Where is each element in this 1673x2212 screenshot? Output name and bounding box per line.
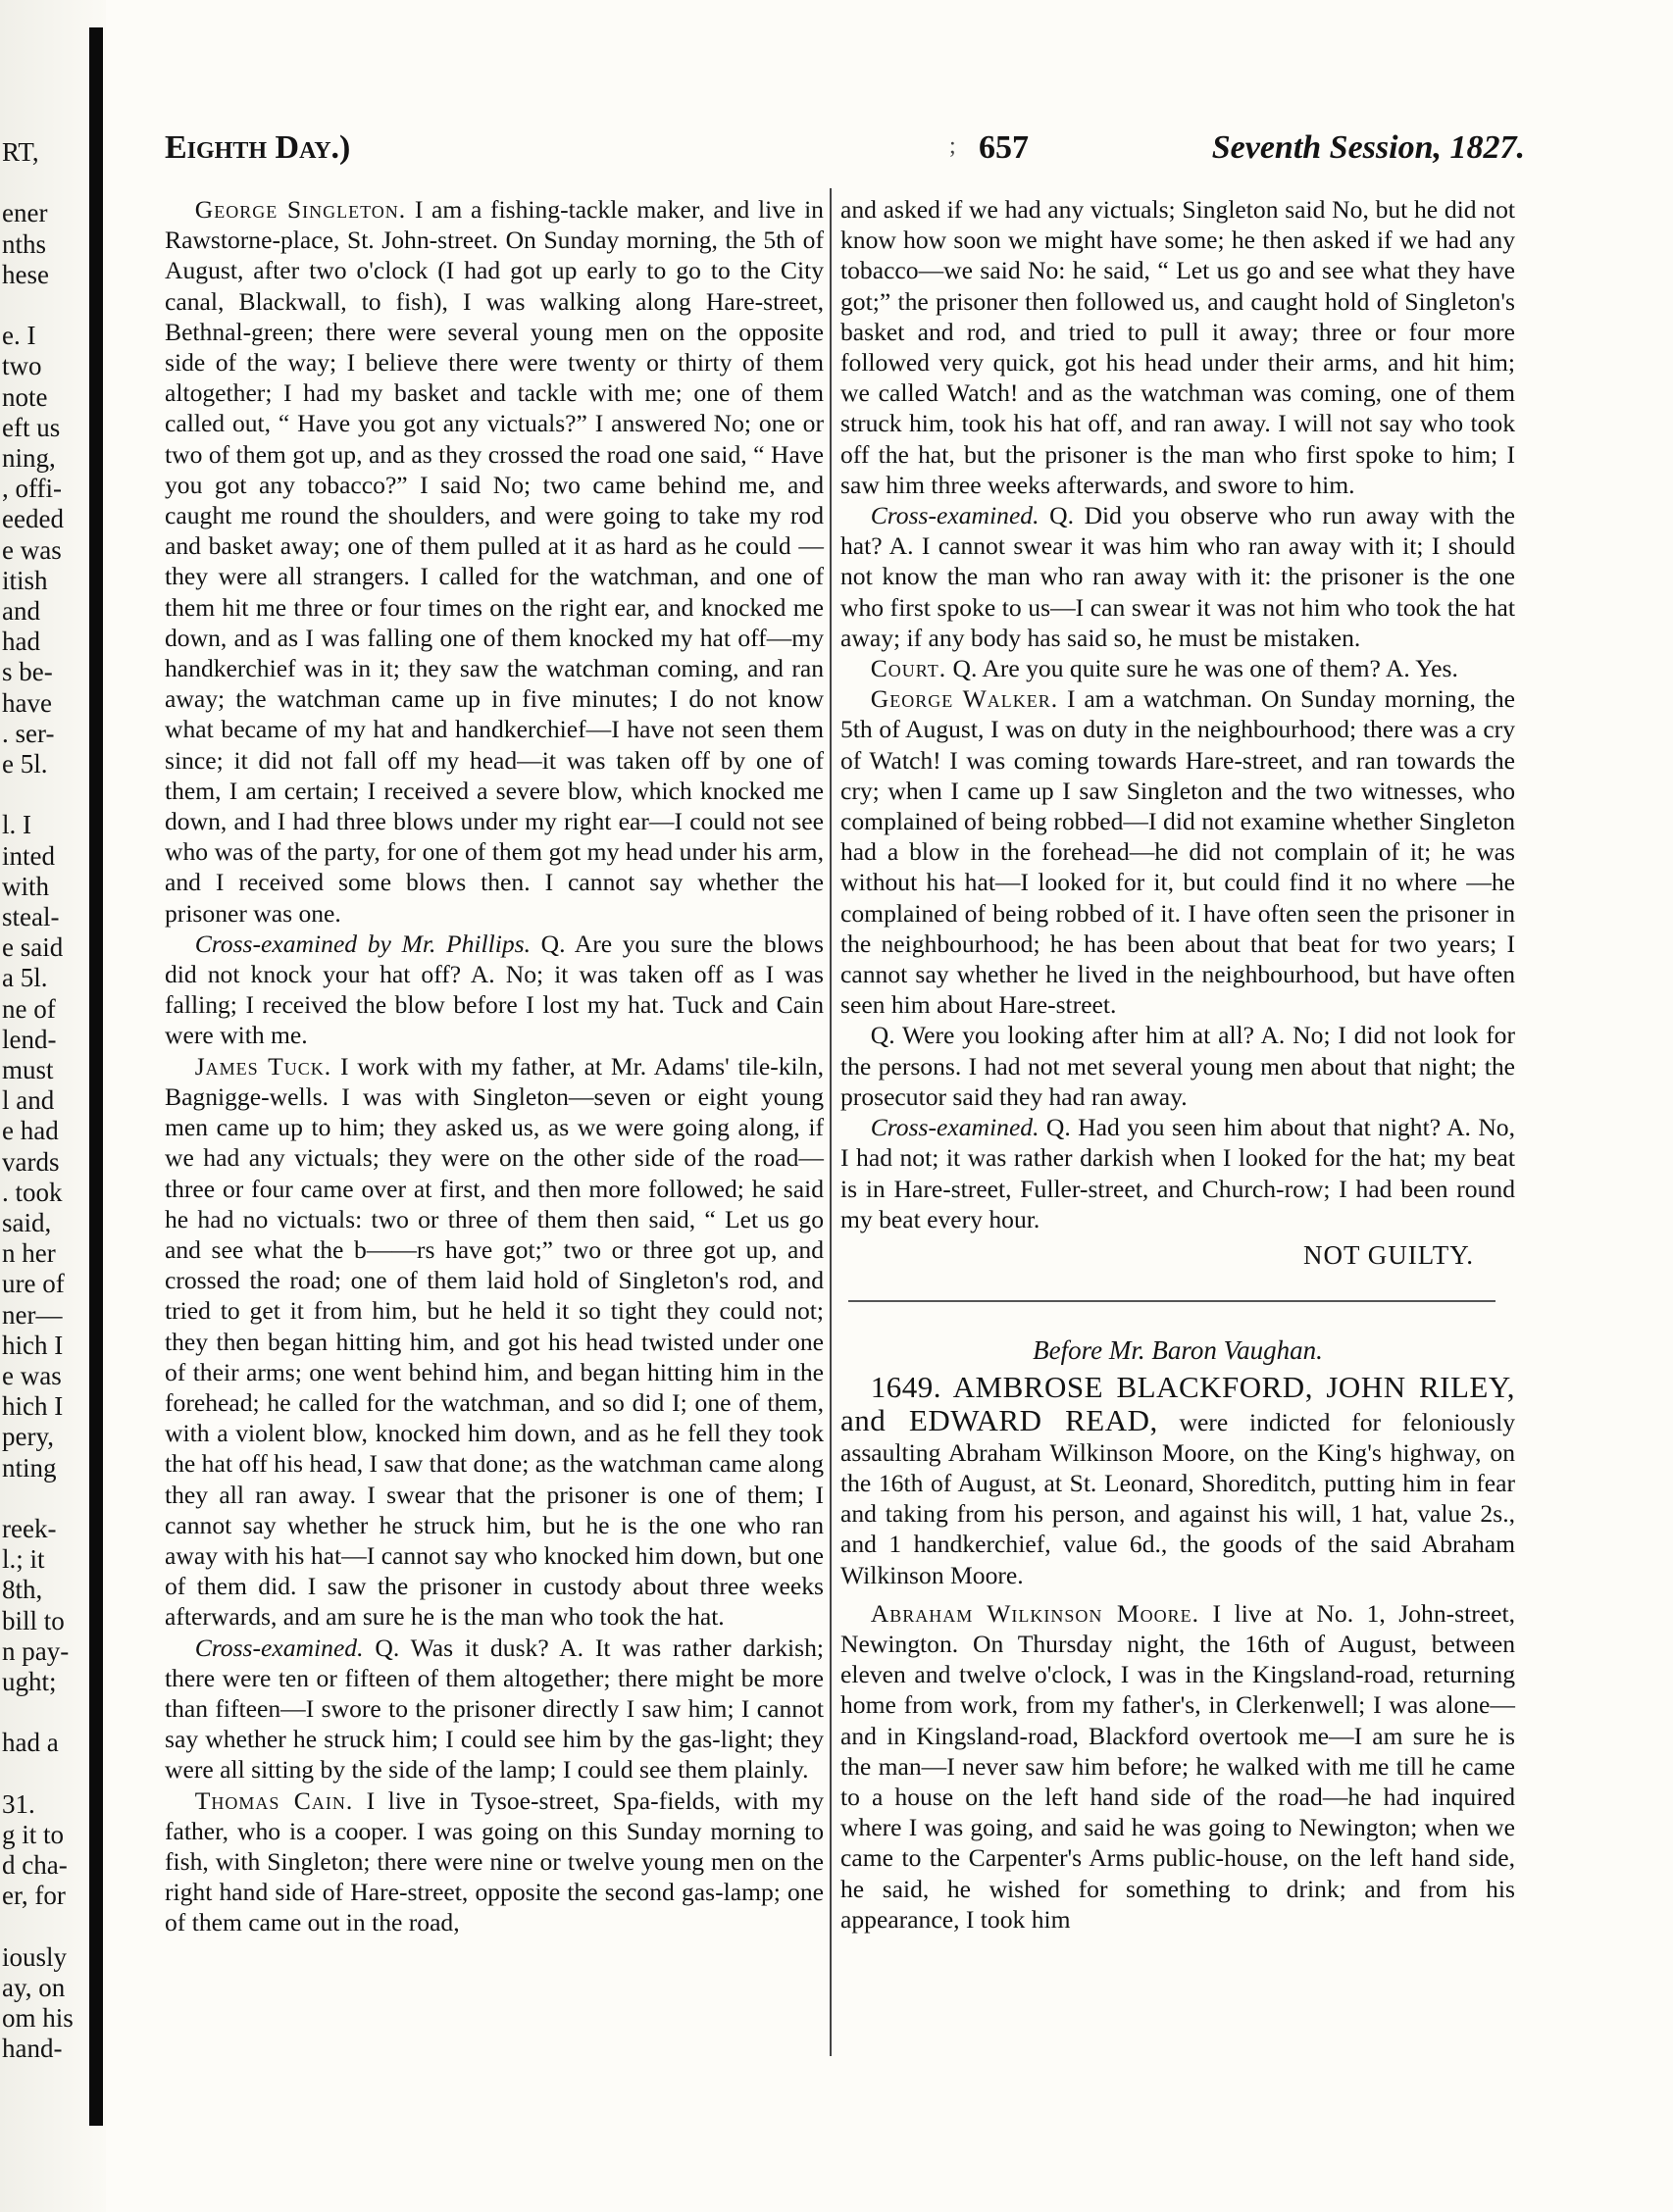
edge-text-fragment: had a [2,1728,59,1758]
edge-text-fragment: said, [2,1208,52,1237]
testimony-text: Q. Did you observe who run away with the hat? A. I cannot swear it was him who ran away with it; I should not know the man who ran away with it: the prisoner is the one who first spoke to us—I can swear it was not him who took the hat away; if any body has said so, he must be mistaken. [840,501,1515,652]
edge-text-fragment: d cha- [2,1850,68,1881]
edge-text-fragment: ner— [2,1299,63,1330]
edge-text-fragment: two [2,351,42,381]
speaker-name: Cross-examined. [870,501,1039,530]
edge-text-fragment: had [2,627,40,657]
edge-text-fragment: ay, on [2,1973,66,2002]
testimony-text: Q. Are you sure the blows did not knock your hat off? A. No; it was taken off as I was falling; I received the blow before I lost my hat. Tuck and Cain were with me. [165,929,825,1050]
edge-text-fragment: e had [2,1116,59,1146]
edge-text-fragment: hese [2,259,49,289]
edge-text-fragment: lend- [2,1024,57,1054]
previous-page-edge [0,0,84,2212]
testimony-paragraph [165,1785,824,1938]
testimony-paragraph [840,1598,1515,1935]
case-number: 1649. [870,1370,941,1405]
edge-text-fragment: ne of [2,993,56,1024]
testimony-paragraph [840,194,1515,500]
testimony-paragraph [165,1633,824,1785]
speaker-name: Court. [870,654,947,683]
edge-text-fragment: a 5l. [2,963,48,993]
edge-text-fragment: , offi- [2,474,62,504]
binding-fold [89,27,103,2126]
testimony-paragraph [840,683,1515,1020]
edge-text-fragment: eeded [2,504,64,534]
testimony-text: I am a watchman. On Sunday morning, the 5th of August, I was on duty in the neighbourhood; there was a cry of Watch! I was coming towards Hare-street, and ran towards the cry; when I came up I saw Singleton and the two witnesses, who complained of being robbed—I did not examine whether Singleton had a blow in the forehead—he did not complain of it; he was without his hat—I looked for it, but could find it no where —he complained of being robbed of it. I have often seen the prisoner in the neighbourhood; he has been about that beat for two years; I cannot say whether he lived in the neighbourhood, but have often seen him about Hare-street. [840,684,1515,1020]
column-rule [830,188,832,2056]
speaker-name: Abraham Wilkinson Moore. [870,1598,1200,1628]
header-day: Eighth Day.) [165,129,351,166]
testimony-text: I work with my father, at Mr. Adams' tile-kiln, Bagnigge-wells. I was with Singleton—seven or eight young men came up to him; they asked us, as we were going along, if we had any victuals; they were on the other side of the road—three or four came over at first, and then more followed; he said he had no victuals: two or three of them then said, “ Let us go and see what the b——rs have got;” two or three got up, and crossed the road; one of them laid hold of Singleton's rod, and tried to get it from him, but he held it so tight they could not; they then began hitting him, and got his head twisted under one of their arms; one went behind him, and began hitting him in the forehead; he called for the watchman, and so did I; one of them, with a violent blow, knocked him down, and as he fell they took the hat off his head, I saw that done; as the watchman came along they all ran away. I swear that the prisoner is one of them; I cannot say whether he struck him, but he is the one who ran away with his hat—I cannot say who knocked him down, but one of them did. I saw the prisoner in custody about three weeks afterwards, and am sure he is the man who took the hat. [165,1051,824,1632]
edge-text-fragment: nting [2,1452,57,1483]
edge-text-fragment: pery, [2,1422,54,1452]
edge-text-fragment: g it to [2,1820,65,1849]
edge-text-fragment: hand- [2,2034,63,2064]
testimony-paragraph [840,1112,1515,1234]
running-header [157,129,1525,171]
testimony-paragraph [165,1051,824,1633]
edge-text-fragment: e said [2,932,64,963]
judge-heading: Before Mr. Baron Vaughan. [1033,1335,1323,1366]
section-rule [848,1300,1496,1302]
testimony-text: I live at No. 1, John-street, Newington. On Thursday night, the 16th of August, between eleven and twelve o'clock, I was in the Kingsland-road, returning home from work, from my father's, in Clerkenwell; I was alone—and in Kingsland-road, Blackford overtook me—I am sure he is the man—I never saw him before; he walked with me till he came to a house on the left hand side of the road—he had inquired where I was going, and said he was going to Newington; when we came to the Carpenter's Arms public-house, on the left hand side, he said, he wished for something to drink; and from his appearance, I took him [840,1598,1515,1934]
edge-text-fragment: l and [2,1085,55,1116]
testimony-text: and asked if we had any victuals; Singleton said No, but he did not know how soon we might have some; he then asked if we had any tobacco—we said No: he said, “ Let us go and see what they have got;” the prisoner then followed us, and caught hold of Singleton's basket and rod, and tried to pull it away; three or four more followed very quick, got his head under their arms, and hit him; we called Watch! and as the watchman was coming, one of them struck him, took his hat off, and ran away. I will not say who took off the hat, but the prisoner is the man who first spoke to him; I saw him three weeks afterwards, and swore to him. [840,195,1515,499]
speaker-name: George Singleton. [194,195,407,224]
edge-text-fragment: note [2,381,48,412]
edge-text-fragment: er, for [2,1881,66,1911]
edge-text-fragment: vards [2,1146,60,1177]
page-number: 657 [979,129,1029,166]
edge-text-fragment: ning, [2,443,56,473]
edge-text-fragment: e 5l. [2,749,48,779]
testimony-text: Q. Was it dusk? A. It was rather darkish; there were ten or fifteen of them altogether; there might be more than fifteen—I swore to the prisoner directly I saw him; I cannot say whether he struck him; I could see him by the gas-light; they were all sitting by the side of the lamp; I could see them plainly. [165,1633,824,1785]
testimony-text: Q. Were you looking after him at all? A. No; I did not look for the persons. I had not met several young men about that night; the prosecutor said they had ran away. [840,1021,1515,1111]
edge-text-fragment: n her [2,1238,56,1269]
testimony-paragraph [840,1020,1515,1112]
speaker-name: Cross-examined by Mr. Phillips. [194,929,531,958]
edge-text-fragment: l. I [2,810,31,840]
edge-text-fragment: 31. [2,1788,35,1819]
edge-text-fragment: inted [2,840,55,871]
edge-text-fragment: ught; [2,1667,57,1696]
header-session: Seventh Session, 1827. [1211,129,1525,166]
edge-text-fragment: om his [2,2003,74,2034]
speaker-name: Cross-examined. [194,1633,364,1662]
speaker-name: Thomas Cain. [194,1785,354,1815]
edge-text-fragment: ure of [2,1269,65,1299]
edge-text-fragment: and [2,596,40,626]
edge-text-fragment: ener [2,198,48,228]
edge-text-fragment: have [2,687,52,718]
edge-text-fragment: iously [2,1941,68,1972]
edge-text-fragment: . ser- [2,718,55,748]
testimony-paragraph [165,194,824,929]
verdict: NOT GUILTY. [1302,1239,1474,1270]
edge-text-fragment: eft us [2,412,61,442]
right-column [840,194,1515,2047]
edge-text-fragment: RT, [2,137,39,167]
testimony-paragraph [840,500,1515,653]
edge-text-fragment: bill to [2,1605,65,1635]
speaker-name: James Tuck. [194,1051,332,1081]
testimony-paragraph [165,929,824,1051]
edge-text-fragment: s be- [2,657,53,687]
testimony-text: Q. Are you quite sure he was one of them? A. Yes. [946,654,1458,683]
edge-text-fragment: steal- [2,902,60,931]
edge-text-fragment: nths [2,228,47,259]
testimony-text: Q. Had you seen him about that night? A. No, I had not; it was rather darkish when I looked for the hat; my beat is in Hare-street, Fuller-street, and Church-row; I had been round my beat every hour. [840,1113,1515,1233]
testimony-text: I am a fishing-tackle maker, and live in Rawstorne-place, St. John-street. On Sunday morning, the 5th of August, after two o'clock (I had got up early to go to the City canal, Blackwall, to fish), I was walking along Hare-street, Bethnal-green; there were several young men on the opposite side of the way; I believe there were twenty or thirty of them altogether; I had my basket and tackle with me; one of them called out, “ Have you got any victuals?” I answered No; one or two of them got up, and as they crossed the road one said, “ Have you got any tobacco?” I said No; two came behind me, and caught me round the shoulders, and were going to take my rod and basket away; one of them pulled at it as hard as he could —they were all strangers. I called for the watchman, and one of them hit me three or four times on the right ear, and knocked me down, and as I was falling one of them knocked my hat off—my handkerchief was in it; they saw the watchman coming, and ran away; the watchman came up in five minutes; I do not know what became of my hat and handkerchief—I have not seen them since; it did not fall off my head—it was taken off by one of them, I am certain; I received a severe blow, which knocked me down, and I had three blows under my right ear—I could not see who was of the party, for one of them got my head under his arm, and I received some blows then. I cannot say whether the prisoner was one. [165,195,824,928]
testimony-paragraph [840,653,1515,683]
defendant-names: AMBROSE BLACKFORD, JOHN RILEY, and EDWARD READ, [840,1370,1515,1437]
edge-text-fragment: hich I [2,1330,64,1360]
speaker-name: Cross-examined. [870,1113,1039,1142]
edge-text-fragment: must [2,1055,54,1084]
edge-text-fragment: . took [2,1177,63,1207]
speaker-name: George Walker. [870,684,1059,714]
header-mark: ; [949,133,956,159]
indictment-text: were indicted for feloniously assaulting Abraham Wilkinson Moore, on the King's highway, on the 16th of August, at St. Leonard, Shoreditch, putting him in fear and taking from his person, and against his will, 1 hat, value 2s., and 1 handkerchief, value 6d., the goods of the said Abraham Wilkinson Moore. [840,1407,1516,1589]
edge-text-fragment: 8th, [2,1575,43,1605]
edge-text-fragment: reek- [2,1514,57,1543]
edge-text-fragment: l.; it [2,1544,45,1575]
edge-text-fragment: n pay- [2,1635,70,1666]
edge-text-fragment: itish [2,565,48,595]
edge-text-fragment: with [2,871,50,901]
indictment-paragraph [840,1372,1515,1589]
edge-text-fragment: e. I [2,321,36,351]
testimony-text: I live in Tysoe-street, Spa-fields, with my father, who is a cooper. I was going on this Sunday morning to fish, with Singleton; there were nine or twelve young men on the right hand side of Hare-street, opposite the second gas-lamp; one of them came out in the road, [165,1785,824,1937]
edge-text-fragment: e was [2,1361,62,1390]
left-column [165,194,824,2047]
edge-text-fragment: hich I [2,1391,64,1422]
edge-text-fragment: e was [2,534,62,565]
